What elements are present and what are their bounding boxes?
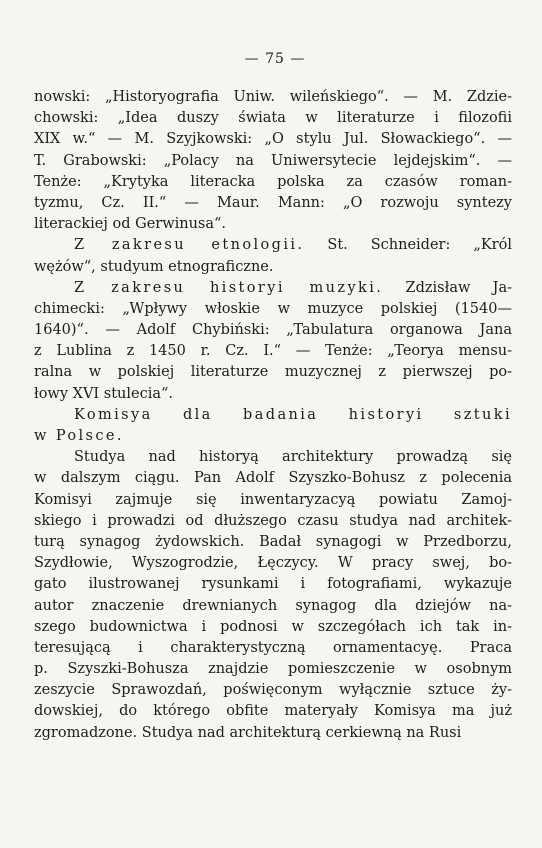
line-text: wężów“, studyum etnograficzne. xyxy=(34,258,274,275)
line-text: zeszycie Sprawozdań, poświęconym wyłącznie sztuce ży- xyxy=(34,682,512,699)
section-heading: Z zakresu historyi muzyki. xyxy=(74,279,384,296)
text-line xyxy=(34,638,512,659)
body-text xyxy=(34,87,512,744)
text-line xyxy=(34,214,512,235)
text-line xyxy=(34,490,512,511)
text-line xyxy=(34,362,512,383)
text-line xyxy=(34,108,512,129)
text-line xyxy=(34,574,512,595)
line-text: turą synagog żydowskich. Badał synagogi w Przedborzu, xyxy=(34,533,512,550)
line-text: autor znaczenie drewnianych synagog dla dziejów na- xyxy=(34,597,512,614)
line-text: teresującą i charakterystyczną ornamentacyę. Praca xyxy=(34,639,512,656)
text-line xyxy=(34,87,512,108)
line-text: Komisyi zajmuje się inwentaryzacyą powiatu Zamoj- xyxy=(34,491,512,508)
text-line xyxy=(34,299,512,320)
line-text: skiego i prowadzi od dłuższego czasu studya nad architek- xyxy=(34,512,512,529)
text-line xyxy=(34,320,512,341)
text-line xyxy=(34,405,512,426)
text-line xyxy=(34,617,512,638)
text-line xyxy=(34,680,512,701)
line-text: Studya nad historyą architektury prowadzą się xyxy=(74,449,512,466)
line-text: tyzmu, Cz. II.“ — Maur. Mann: „O rozwoju syntezy xyxy=(34,194,512,211)
text-line xyxy=(34,341,512,362)
line-text: XIX w.“ — M. Szyjkowski: „O stylu Jul. Słowackiego“. — xyxy=(34,131,512,148)
line-text: literackiej od Gerwinusa“. xyxy=(34,216,227,233)
line-text: z Lublina z 1450 r. Cz. I.“ — Tenże: „Teorya mensu- xyxy=(34,343,512,360)
text-line xyxy=(34,384,512,405)
section-heading: w Polsce. xyxy=(34,428,124,444)
section-heading: Z zakresu etnologii. xyxy=(74,237,305,254)
text-line xyxy=(34,596,512,617)
book-page xyxy=(34,0,516,848)
line-text: chimecki: „Wpływy włoskie w muzyce polskiej (1540— xyxy=(34,300,512,317)
line-text: łowy XVI stulecia“. xyxy=(34,385,174,402)
line-text: p. Szyszki-Bohusza znajdzie pomieszczenie w osobnym xyxy=(34,661,512,678)
text-line xyxy=(34,532,512,553)
text-line xyxy=(34,278,512,299)
text-line xyxy=(34,553,512,574)
line-text: nowski: „Historyografia Uniw. wileńskiego“. — M. Zdzie- xyxy=(34,89,512,105)
line-text: Zdzisław Ja- xyxy=(383,279,512,296)
text-line xyxy=(34,723,512,744)
text-line xyxy=(34,193,512,214)
text-line xyxy=(34,701,512,722)
section-heading: Komisya dla badania historyi sztuki xyxy=(74,406,512,423)
line-text: dowskiej, do którego obfite materyały Komisya ma już xyxy=(34,703,512,720)
line-text: T. Grabowski: „Polacy na Uniwersytecie lejdejskim“. — xyxy=(34,152,512,169)
text-line xyxy=(34,447,512,468)
line-text: Tenże: „Krytyka literacka polska za czasów roman- xyxy=(34,173,512,190)
text-line xyxy=(34,511,512,532)
line-text: w dalszym ciągu. Pan Adolf Szyszko-Bohusz z polecenia xyxy=(34,470,512,487)
page-number: — 75 — xyxy=(244,51,306,67)
text-line xyxy=(34,468,512,489)
line-text: Szydłowie, Wyszogrodzie, Łęczycy. W pracy swej, bo- xyxy=(34,555,512,572)
line-text: 1640)“. — Adolf Chybiński: „Tabulatura organowa Jana xyxy=(34,322,512,339)
text-line xyxy=(34,257,512,278)
text-line xyxy=(34,172,512,193)
text-line xyxy=(34,151,512,172)
line-text: chowski: „Idea duszy świata w literaturze i filozofii xyxy=(34,110,512,127)
line-text: zgromadzone. Studya nad architekturą cerkiewną na Rusi xyxy=(34,724,462,741)
text-line xyxy=(34,426,512,447)
line-text: gato ilustrowanej rysunkami i fotografiami, wykazuje xyxy=(34,576,512,593)
line-text: szego budownictwa i podnosi w szczegółach ich tak in- xyxy=(34,618,512,635)
text-line xyxy=(34,129,512,150)
text-line xyxy=(34,659,512,680)
line-text: ralna w polskiej literaturze muzycznej z pierwszej po- xyxy=(34,364,512,381)
line-text: St. Schneider: „Król xyxy=(304,237,512,254)
text-line xyxy=(34,235,512,256)
